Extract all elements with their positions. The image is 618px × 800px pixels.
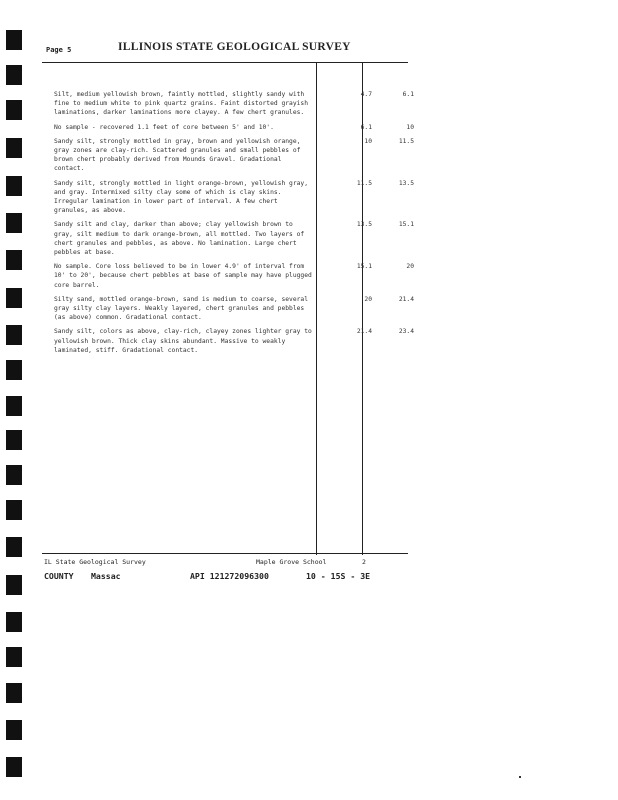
log-entry bbox=[54, 90, 414, 118]
depth-from: 11.5 bbox=[356, 179, 372, 187]
log-description: Sandy silt, strongly mottled in light orange-brown, yellowish gray, and gray. Intermixed silty clay some of which is clay skins. Irregular lamination in lower part of interval. A few chert granules, as above. bbox=[54, 179, 309, 215]
punch-hole bbox=[6, 325, 22, 345]
punch-hole bbox=[6, 65, 22, 85]
punch-hole bbox=[6, 250, 22, 270]
punch-hole bbox=[6, 176, 22, 196]
punch-hole bbox=[6, 720, 22, 740]
log-entry bbox=[54, 262, 414, 290]
log-description: Sandy silt, strongly mottled in gray, brown and yellowish orange, gray zones are clay-rich. Scattered granules and small pebbles of brown chert probably derived from Mounds Gravel. Gradational contact. bbox=[54, 137, 301, 173]
footer-well-name: Maple Grove School bbox=[256, 558, 327, 566]
depth-from: 20 bbox=[364, 295, 372, 303]
punch-hole bbox=[6, 537, 22, 557]
punch-hole bbox=[6, 288, 22, 308]
punch-hole bbox=[6, 430, 22, 450]
depth-from: 6.1 bbox=[360, 123, 372, 131]
punch-hole bbox=[6, 213, 22, 233]
log-entry bbox=[54, 220, 414, 257]
footer-agency: IL State Geological Survey bbox=[44, 558, 146, 566]
depth-from: 10 bbox=[364, 137, 372, 145]
punch-hole bbox=[6, 396, 22, 416]
log-entry bbox=[54, 123, 414, 132]
log-description: Silt, medium yellowish brown, faintly mottled, slightly sandy with fine to medium white to pink quartz grains. Faint distorted grayish laminations, darker laminations more clayey. A few chert granules. bbox=[54, 91, 309, 117]
depth-from: 4.7 bbox=[360, 91, 372, 98]
punch-hole bbox=[6, 683, 22, 703]
log-description: No sample. Core loss believed to be in lower 4.9' of interval from 10' to 20', because chert pebbles at base of sample may have plugged core barrel. bbox=[54, 263, 312, 289]
footer-well-number: 2 bbox=[362, 558, 366, 566]
depth-from: 15.1 bbox=[356, 263, 372, 271]
log-description: No sample - recovered 1.1 feet of core between 5' and 10'. bbox=[54, 123, 274, 131]
punch-hole bbox=[6, 612, 22, 632]
depth-to: 23.4 bbox=[398, 328, 414, 336]
page-title: ILLINOIS STATE GEOLOGICAL SURVEY bbox=[118, 41, 351, 53]
depth-to: 13.5 bbox=[398, 179, 414, 187]
scan-speck bbox=[519, 776, 521, 778]
log-entry bbox=[54, 295, 414, 323]
punch-hole bbox=[6, 100, 22, 120]
punch-hole bbox=[6, 575, 22, 595]
depth-to: 10 bbox=[406, 123, 414, 131]
log-description: Silty sand, mottled orange-brown, sand is medium to coarse, several gray silty clay layers. Weakly layered, chert granules and pebbles (as above) common. Gradational contact. bbox=[54, 295, 309, 322]
log-description: Sandy silt and clay, darker than above; clay yellowish brown to gray, silt medium to dark orange-brown, all mottled. Two layers of chert granules and pebbles, as above. No lamination. Large chert pebbles at base. bbox=[54, 221, 305, 257]
log-entry bbox=[54, 179, 414, 216]
depth-from: 13.5 bbox=[356, 221, 372, 229]
punch-hole bbox=[6, 465, 22, 485]
location: 10 - 15S - 3E bbox=[306, 571, 371, 581]
footer-rule bbox=[42, 553, 408, 554]
header-rule bbox=[42, 62, 408, 63]
page-label: Page 5 bbox=[46, 46, 72, 54]
punch-hole bbox=[6, 30, 22, 50]
punch-hole bbox=[6, 647, 22, 667]
depth-to: 11.5 bbox=[398, 137, 414, 145]
punch-hole bbox=[6, 500, 22, 520]
depth-from: 21.4 bbox=[356, 328, 372, 336]
log-entry bbox=[54, 327, 414, 355]
log-entry bbox=[54, 137, 414, 174]
api-number: API 121272096300 bbox=[190, 571, 269, 581]
county-name: Massac bbox=[91, 571, 121, 581]
punch-hole bbox=[6, 360, 22, 380]
log-description: Sandy silt, colors as above, clay-rich, clayey zones lighter gray to yellowish brown. Thick clay skins abundant. Massive to weakly laminated, stiff. Gradational contact. bbox=[54, 328, 312, 354]
depth-to: 21.4 bbox=[398, 295, 414, 303]
depth-to: 6.1 bbox=[402, 91, 414, 98]
punch-hole bbox=[6, 138, 22, 158]
lithology-log bbox=[54, 90, 414, 360]
depth-to: 20 bbox=[406, 263, 414, 271]
punch-hole bbox=[6, 757, 22, 777]
depth-to: 15.1 bbox=[398, 221, 414, 229]
county-label: COUNTY bbox=[44, 571, 74, 581]
